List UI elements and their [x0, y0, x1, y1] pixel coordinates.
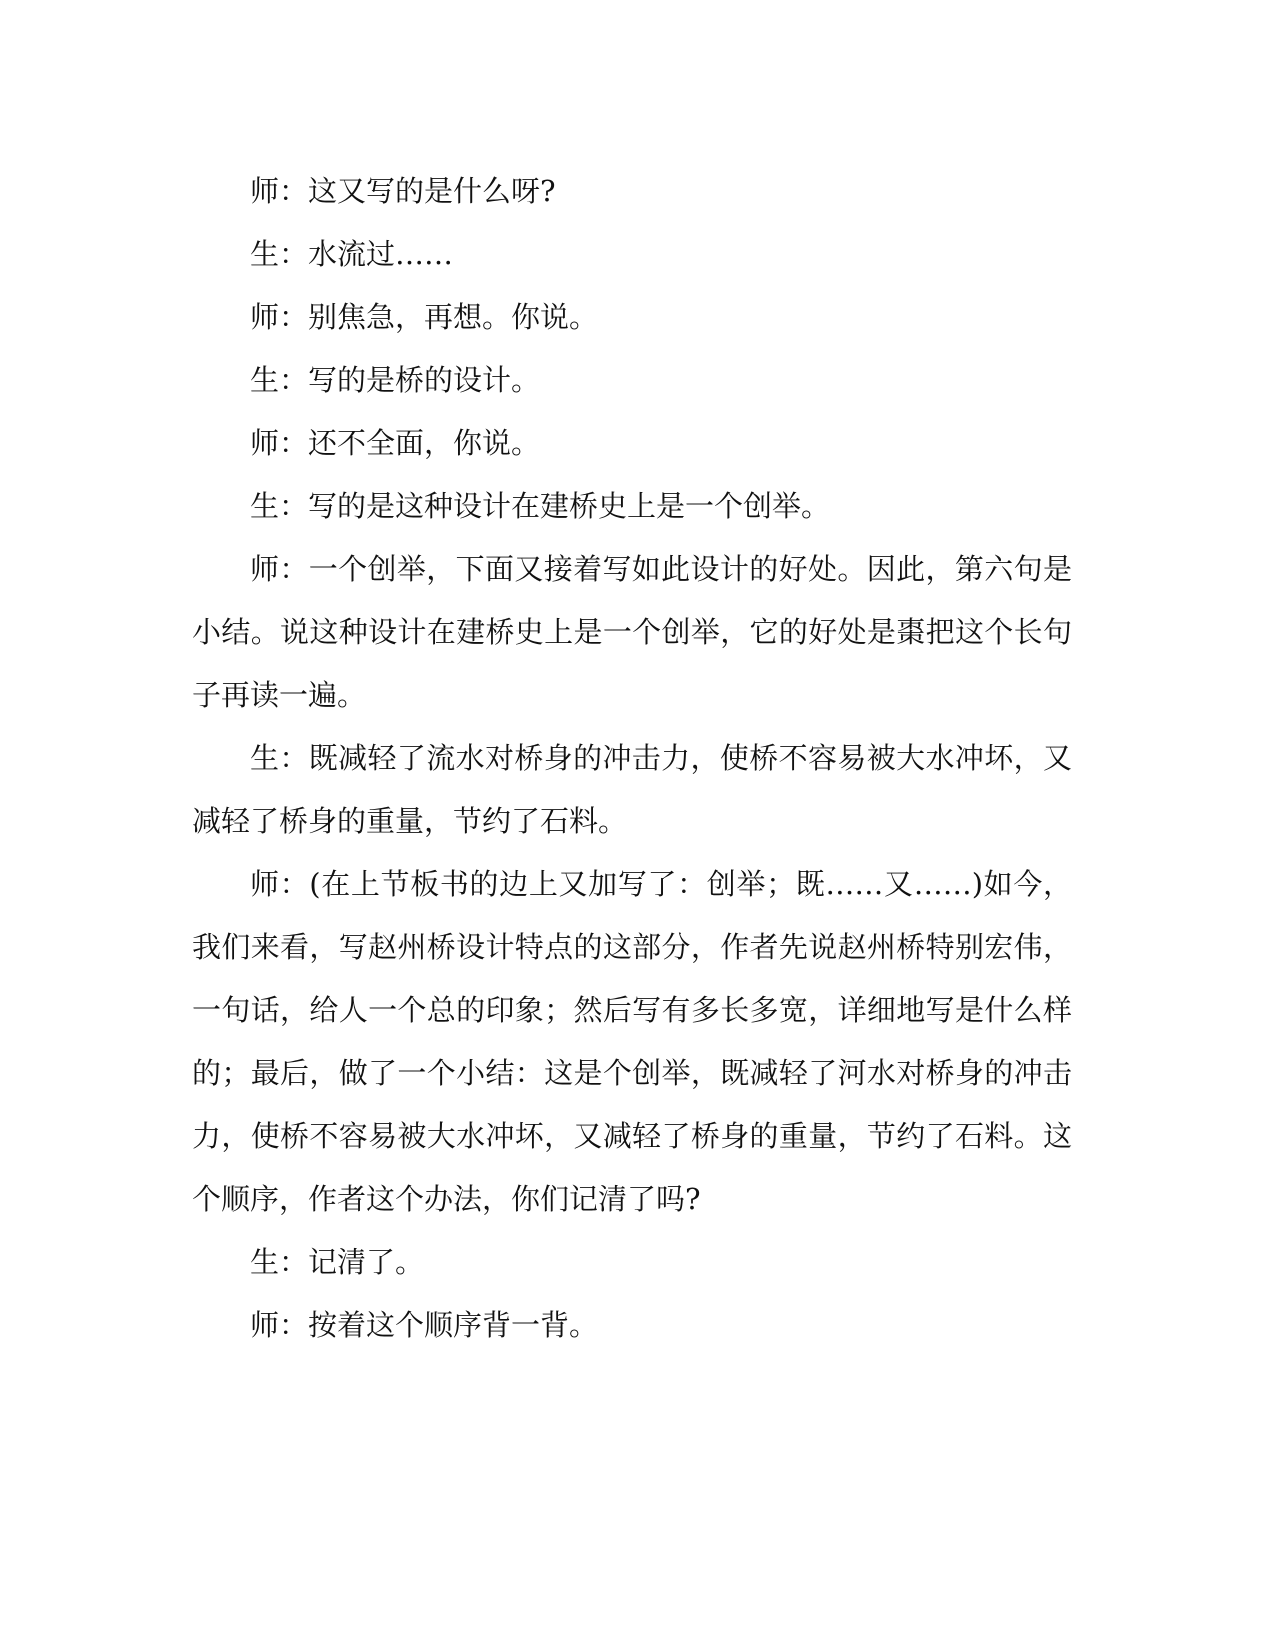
dialogue-line: 师：一个创举，下面又接着写如此设计的好处。因此，第六句是小结。说这种设计在建桥史上是一个创举，它的好处是棗把这个长句子再读一遍。 — [192, 552, 1072, 712]
dialogue-line: 师：这又写的是什么呀? — [250, 174, 556, 208]
dialogue-line: 生：写的是桥的设计。 — [250, 363, 541, 397]
dialogue-transcript — [192, 160, 1072, 1357]
dialogue-line: 生：水流过…… — [250, 237, 454, 271]
dialogue-line: 师：按着这个顺序背一背。 — [250, 1308, 599, 1342]
dialogue-line: 师：(在上节板书的边上又加写了：创举；既……又……)如今，我们来看，写赵州桥设计特点的这部分，作者先说赵州桥特别宏伟，一句话，给人一个总的印象；然后写有多长多宽，详细地写是什么样的；最后，做了一个小结：这是个创举，既减轻了河水对桥身的冲击力，使桥不容易被大水冲坏，又减轻了桥身的重量，节约了石料。这个顺序，作者这个办法，你们记清了吗? — [192, 867, 1072, 1216]
dialogue-line: 师：别焦急，再想。你说。 — [250, 300, 599, 334]
dialogue-line: 师：还不全面，你说。 — [250, 426, 541, 460]
dialogue-line: 生：既减轻了流水对桥身的冲击力，使桥不容易被大水冲坏，又减轻了桥身的重量，节约了石料。 — [192, 741, 1072, 838]
dialogue-line: 生：写的是这种设计在建桥史上是一个创举。 — [250, 489, 831, 523]
dialogue-line: 生：记清了。 — [250, 1245, 425, 1279]
